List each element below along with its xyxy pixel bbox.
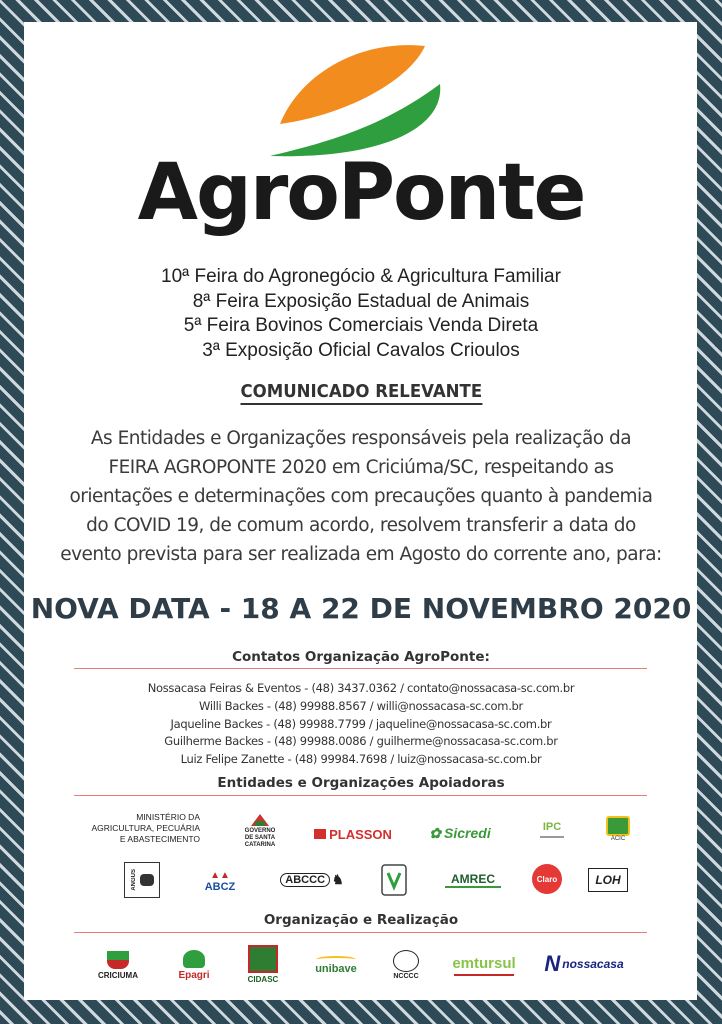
contact-line: Nossacasa Feiras & Eventos - (48) 3437.0362 / contato@nossacasa-sc.com.br (147, 681, 575, 695)
epagri-logo (172, 946, 216, 984)
ministerio-line: E ABASTECIMENTO (119, 833, 200, 844)
governo-line: CATARINA (244, 841, 276, 848)
ncccc-emblem-icon (393, 950, 419, 972)
notice-heading-text: COMUNICADO RELEVANTE (240, 381, 482, 405)
acic-logo (600, 812, 636, 846)
divider (74, 932, 647, 933)
ministerio-logo (80, 808, 200, 848)
plasson-label: PLASSON (329, 826, 392, 842)
claro-logo (532, 864, 562, 894)
contact-line: Jaqueline Backes - (48) 99988.7799 / jaqueline@nossacasa-sc.com.br (170, 716, 552, 731)
cidasc-label: CIDASC (247, 974, 279, 984)
emtursul-label: emtursul (452, 954, 516, 972)
green-shield-logo (379, 862, 409, 898)
new-date: NOVA DATA - 18 A 22 DE NOVEMBRO 2020 (30, 592, 692, 625)
plasson-mark-icon (314, 829, 326, 839)
notice-line: evento prevista para ser realizada em Agosto do corrente ano, para: (60, 544, 662, 565)
leaf-logo-icon (260, 34, 460, 164)
plasson-logo (312, 824, 394, 844)
notice-line: As Entidades e Organizações responsáveis pela realização da (90, 428, 632, 449)
ipc-logo (532, 812, 572, 846)
event-line: 3ª Exposição Oficial Cavalos Crioulos (202, 339, 520, 361)
contact-line: Luiz Felipe Zanette - (48) 99984.7698 / luiz@nossacasa-sc.com.br (180, 752, 542, 767)
event-line: 5ª Feira Bovinos Comerciais Venda Direta (183, 315, 539, 336)
ministerio-line: AGRICULTURA, PECUÁRIA (91, 822, 200, 833)
event-line: 10ª Feira do Agronegócio & Agricultura Familiar (161, 266, 561, 287)
criciuma-logo (92, 946, 144, 984)
amrec-label: AMREC (451, 872, 495, 886)
governo-sc-logo (238, 806, 282, 854)
abcz-logo (198, 866, 242, 896)
amrec-logo (442, 868, 504, 892)
epagri-label: Epagri (178, 969, 210, 981)
contact-line: Guilherme Backes - (48) 99988.0086 / guilherme@nossacasa-sc.com.br (164, 734, 558, 749)
abccc-logo (274, 870, 350, 890)
governo-line: GOVERNO (244, 827, 276, 834)
unibave-logo (310, 952, 362, 978)
epagri-emblem-icon (183, 950, 205, 968)
notice-line: do COVID 19, de comum acordo, resolvem transferir a data do (86, 515, 636, 536)
angus-logo (124, 862, 160, 898)
abcz-label: ABCZ (204, 880, 236, 893)
amrec-underline-icon (445, 886, 501, 888)
abccc-label: ABCCC (280, 873, 330, 887)
angus-label: ANGUS (130, 869, 137, 891)
acic-emblem-icon (606, 816, 630, 836)
cidasc-logo (246, 944, 280, 984)
unibave-swoosh-icon (316, 956, 356, 963)
criciuma-label: CRICIUMA (98, 970, 138, 980)
sicredi-flower-icon: ✿ (429, 824, 442, 841)
loh-logo (588, 868, 628, 892)
emtursul-logo (448, 948, 520, 982)
emtursul-subline-icon (454, 974, 514, 976)
nossacasa-n-icon: N (544, 951, 561, 976)
notice-line: FEIRA AGROPONTE 2020 em Criciúma/SC, respeitando as (108, 457, 614, 478)
nossacasa-label: nossacasa (562, 957, 624, 971)
sicredi-label: Sicredi (444, 825, 491, 841)
abcz-arrows-icon: ▲▲ (210, 869, 230, 881)
brand-wordmark: AgroPonte (137, 148, 585, 238)
ministerio-line: MINISTÉRIO DA (136, 811, 200, 822)
ipc-underline-icon (540, 836, 564, 838)
shield-icon (380, 863, 408, 897)
contact-line: Willi Backes - (48) 99988.8567 / willi@nossacasa-sc.com.br (199, 698, 523, 713)
cidasc-emblem-icon (248, 945, 278, 973)
contacts-list (0, 680, 722, 769)
governo-line: DE SANTA (244, 834, 276, 841)
horse-icon: ♞ (332, 872, 344, 887)
claro-label: Claro (536, 874, 558, 884)
criciuma-shield-icon (107, 951, 129, 969)
loh-label: LOH (595, 873, 621, 887)
nossacasa-logo (538, 948, 630, 980)
supporters-title: Entidades e Organizações Apoiadoras (217, 775, 505, 791)
governo-sc-emblem-icon (249, 812, 271, 828)
sicredi-logo (423, 822, 497, 844)
angus-bull-icon (140, 874, 154, 886)
ncccc-label: NCCCC (393, 973, 419, 980)
ncccc-logo (386, 946, 426, 984)
event-line: 8ª Feira Exposição Estadual de Animais (192, 290, 530, 312)
notice-heading (0, 381, 722, 405)
contacts-title: Contatos Organização AgroPonte: (232, 649, 490, 665)
event-list (0, 265, 722, 363)
ipc-label: IPC (542, 820, 562, 833)
unibave-label: unibave (315, 962, 357, 975)
notice-body (40, 424, 682, 569)
acic-label: ACIC (610, 836, 626, 842)
divider (74, 795, 647, 796)
organizers-title: Organização e Realização (263, 912, 459, 928)
notice-line: orientações e determinações com precauções quanto à pandemia (69, 486, 653, 507)
divider (74, 668, 647, 669)
